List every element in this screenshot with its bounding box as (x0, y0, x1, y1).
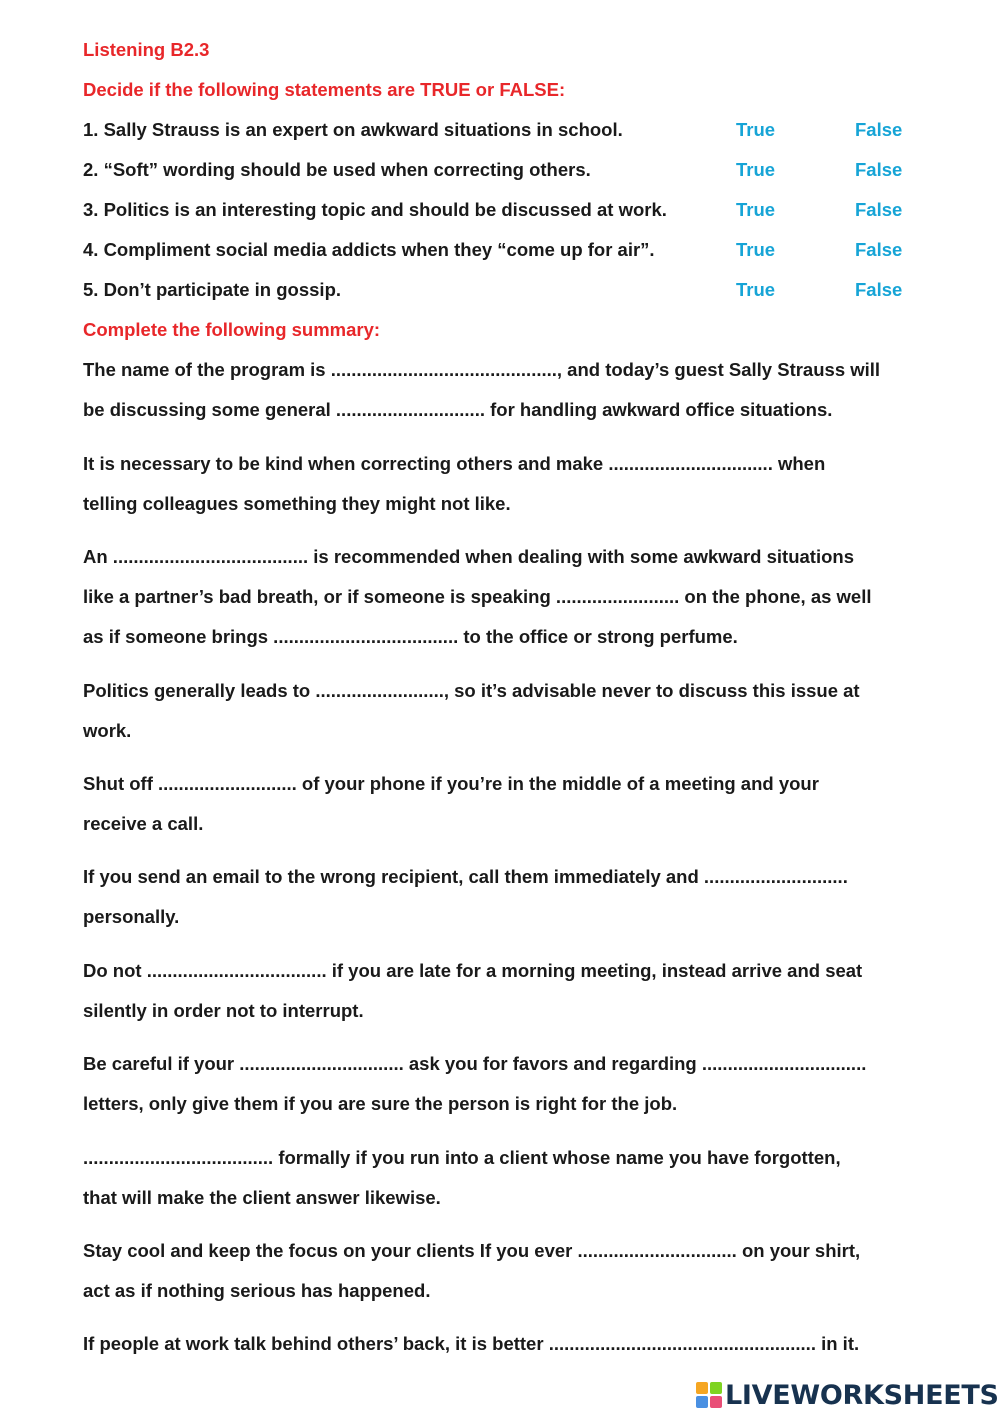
true-option[interactable]: True (736, 159, 776, 180)
summary-line: receive a call. (83, 813, 204, 834)
summary-line: Do not ................................... if you are late for a morning meeting, instead arrive and seat (83, 960, 863, 981)
summary-line: If people at work talk behind others’ back, it is better .................................................... in it. (83, 1333, 860, 1354)
statement-text: 1. Sally Strauss is an expert on awkward situations in school. (83, 119, 623, 140)
summary-line: that will make the client answer likewise. (83, 1187, 441, 1208)
logo-text: LIVEWORKSHEETS (725, 1379, 999, 1411)
true-option[interactable]: True (736, 119, 776, 140)
false-option[interactable]: False (855, 239, 903, 260)
summary-line: It is necessary to be kind when correcting others and make ................................ when (83, 453, 826, 474)
statement-text: 4. Compliment social media addicts when they “come up for air”. (83, 239, 655, 260)
summary-line: The name of the program is ............................................, and today’s guest Sally Strauss will (83, 359, 881, 380)
summary-line: letters, only give them if you are sure the person is right for the job. (83, 1093, 678, 1114)
summary-line: be discussing some general ............................. for handling awkward office situations. (83, 399, 833, 420)
summary-line: Be careful if your ................................ ask you for favors and regarding ................................ (83, 1053, 867, 1074)
tf-instruction: Decide if the following statements are TRUE or FALSE: (83, 79, 566, 100)
summary-line: personally. (83, 906, 180, 927)
false-option[interactable]: False (855, 119, 903, 140)
statement-text: 2. “Soft” wording should be used when correcting others. (83, 159, 591, 180)
true-option[interactable]: True (736, 279, 776, 300)
summary-line: Politics generally leads to ........................., so it’s advisable never to discuss this issue at (83, 680, 860, 701)
page-title: Listening B2.3 (83, 39, 210, 60)
false-option[interactable]: False (855, 279, 903, 300)
statement-text: 5. Don’t participate in gossip. (83, 279, 342, 300)
summary-line: like a partner’s bad breath, or if someone is speaking ........................ on the phone, as well (83, 586, 872, 607)
summary-line: Stay cool and keep the focus on your clients If you ever ............................... on your shirt, (83, 1240, 861, 1261)
true-option[interactable]: True (736, 199, 776, 220)
logo-mark-icon (696, 1382, 722, 1408)
summary-line: act as if nothing serious has happened. (83, 1280, 431, 1301)
summary-instruction: Complete the following summary: (83, 319, 381, 340)
summary-line: telling colleagues something they might not like. (83, 493, 511, 514)
false-option[interactable]: False (855, 159, 903, 180)
statement-text: 3. Politics is an interesting topic and should be discussed at work. (83, 199, 667, 220)
summary-line: Shut off ........................... of your phone if you’re in the middle of a meeting and your (83, 773, 819, 794)
summary-line: If you send an email to the wrong recipient, call them immediately and ............................ (83, 866, 848, 887)
liveworksheets-logo (696, 1380, 999, 1410)
summary-line: work. (83, 720, 132, 741)
summary-line: as if someone brings .................................... to the office or strong perfume. (83, 626, 738, 647)
false-option[interactable]: False (855, 199, 903, 220)
summary-line: silently in order not to interrupt. (83, 1000, 364, 1021)
summary-line: An ...................................... is recommended when dealing with some awkward situations (83, 546, 854, 567)
true-option[interactable]: True (736, 239, 776, 260)
summary-line: ..................................... formally if you run into a client whose name you have forgotten, (83, 1147, 841, 1168)
